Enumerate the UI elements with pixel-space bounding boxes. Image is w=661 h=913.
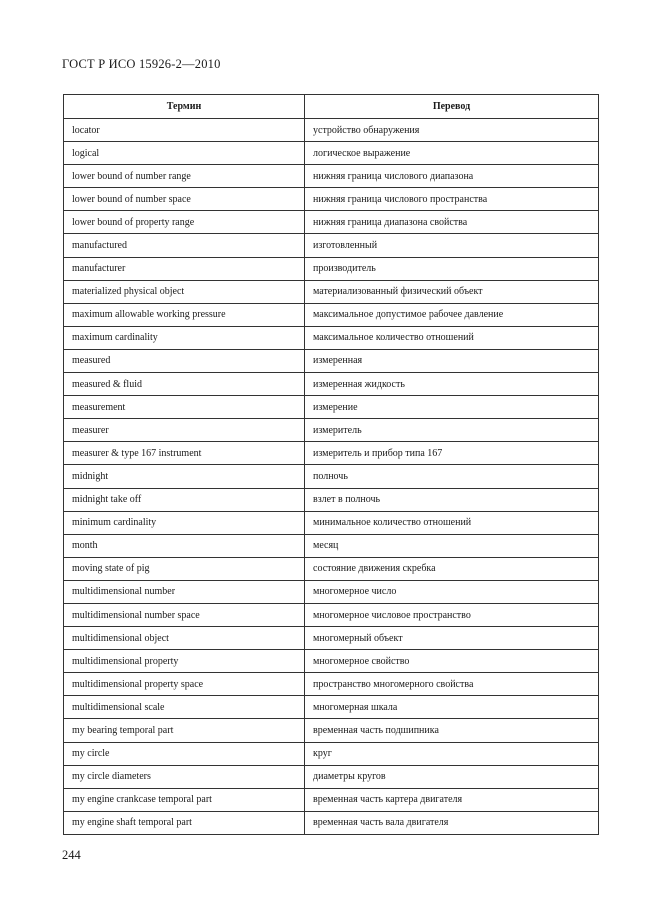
column-header-translation: Перевод <box>305 95 599 119</box>
term-cell: multidimensional number space <box>64 603 305 626</box>
term-cell: measurer & type 167 instrument <box>64 442 305 465</box>
table-row <box>64 234 599 257</box>
translation-cell: многомерное свойство <box>305 650 599 673</box>
term-cell: my engine shaft temporal part <box>64 811 305 834</box>
term-cell: logical <box>64 142 305 165</box>
translation-cell: временная часть подшипника <box>305 719 599 742</box>
term-cell: measurer <box>64 419 305 442</box>
translation-cell: взлет в полночь <box>305 488 599 511</box>
term-cell: maximum cardinality <box>64 326 305 349</box>
translation-cell: изготовленный <box>305 234 599 257</box>
table-row <box>64 742 599 765</box>
term-cell: manufacturer <box>64 257 305 280</box>
table-header-row <box>64 95 599 119</box>
term-cell: multidimensional property <box>64 650 305 673</box>
term-cell: my circle diameters <box>64 765 305 788</box>
table-row <box>64 603 599 626</box>
table-row <box>64 650 599 673</box>
translation-cell: производитель <box>305 257 599 280</box>
term-cell: maximum allowable working pressure <box>64 303 305 326</box>
page-number: 244 <box>62 848 81 862</box>
term-cell: midnight <box>64 465 305 488</box>
translation-cell: измеритель <box>305 419 599 442</box>
table-row <box>64 465 599 488</box>
translation-cell: нижняя граница числового диапазона <box>305 165 599 188</box>
table-row <box>64 511 599 534</box>
table-row <box>64 627 599 650</box>
table-row <box>64 326 599 349</box>
table-row <box>64 119 599 142</box>
term-cell: month <box>64 534 305 557</box>
translation-cell: многомерная шкала <box>305 696 599 719</box>
term-cell: measured & fluid <box>64 373 305 396</box>
table-row <box>64 719 599 742</box>
translation-cell: измерение <box>305 396 599 419</box>
table-row <box>64 488 599 511</box>
table-row <box>64 788 599 811</box>
translation-cell: измеритель и прибор типа 167 <box>305 442 599 465</box>
term-cell: multidimensional number <box>64 580 305 603</box>
table-row <box>64 142 599 165</box>
table-row <box>64 165 599 188</box>
table-row <box>64 211 599 234</box>
translation-cell: нижняя граница диапазона свойства <box>305 211 599 234</box>
term-cell: my circle <box>64 742 305 765</box>
term-cell: materialized physical object <box>64 280 305 303</box>
translation-cell: состояние движения скребка <box>305 557 599 580</box>
translation-cell: измеренная жидкость <box>305 373 599 396</box>
translation-cell: максимальное допустимое рабочее давление <box>305 303 599 326</box>
translation-cell: диаметры кругов <box>305 765 599 788</box>
term-cell: locator <box>64 119 305 142</box>
table-row <box>64 280 599 303</box>
term-cell: lower bound of number range <box>64 165 305 188</box>
table-body <box>64 119 599 835</box>
table-row <box>64 811 599 834</box>
table-row <box>64 696 599 719</box>
translation-cell: устройство обнаружения <box>305 119 599 142</box>
translation-cell: минимальное количество отношений <box>305 511 599 534</box>
translation-cell: многомерное числовое пространство <box>305 603 599 626</box>
table-row <box>64 188 599 211</box>
translation-cell: временная часть картера двигателя <box>305 788 599 811</box>
term-cell: my engine crankcase temporal part <box>64 788 305 811</box>
translation-cell: месяц <box>305 534 599 557</box>
term-cell: lower bound of number space <box>64 188 305 211</box>
translation-cell: многомерное число <box>305 580 599 603</box>
table-row <box>64 396 599 419</box>
table-row <box>64 557 599 580</box>
translation-cell: временная часть вала двигателя <box>305 811 599 834</box>
table-row <box>64 442 599 465</box>
column-header-term: Термин <box>64 95 305 119</box>
translation-cell: измеренная <box>305 349 599 372</box>
term-cell: multidimensional scale <box>64 696 305 719</box>
table-row <box>64 349 599 372</box>
table-row <box>64 580 599 603</box>
translation-cell: круг <box>305 742 599 765</box>
translation-cell: логическое выражение <box>305 142 599 165</box>
table-row <box>64 303 599 326</box>
term-cell: measured <box>64 349 305 372</box>
table-row <box>64 257 599 280</box>
table-row <box>64 419 599 442</box>
document-header: ГОСТ Р ИСО 15926-2—2010 <box>62 57 221 71</box>
translation-cell: материализованный физический объект <box>305 280 599 303</box>
term-cell: midnight take off <box>64 488 305 511</box>
translation-cell: пространство многомерного свойства <box>305 673 599 696</box>
term-cell: multidimensional property space <box>64 673 305 696</box>
table-row <box>64 373 599 396</box>
table-row <box>64 673 599 696</box>
table-row <box>64 534 599 557</box>
term-cell: minimum cardinality <box>64 511 305 534</box>
term-cell: manufactured <box>64 234 305 257</box>
term-cell: lower bound of property range <box>64 211 305 234</box>
translation-cell: многомерный объект <box>305 627 599 650</box>
term-cell: measurement <box>64 396 305 419</box>
translation-cell: нижняя граница числового пространства <box>305 188 599 211</box>
term-cell: my bearing temporal part <box>64 719 305 742</box>
term-cell: multidimensional object <box>64 627 305 650</box>
translation-cell: максимальное количество отношений <box>305 326 599 349</box>
table-row <box>64 765 599 788</box>
translation-cell: полночь <box>305 465 599 488</box>
glossary-table <box>63 94 599 835</box>
term-cell: moving state of pig <box>64 557 305 580</box>
